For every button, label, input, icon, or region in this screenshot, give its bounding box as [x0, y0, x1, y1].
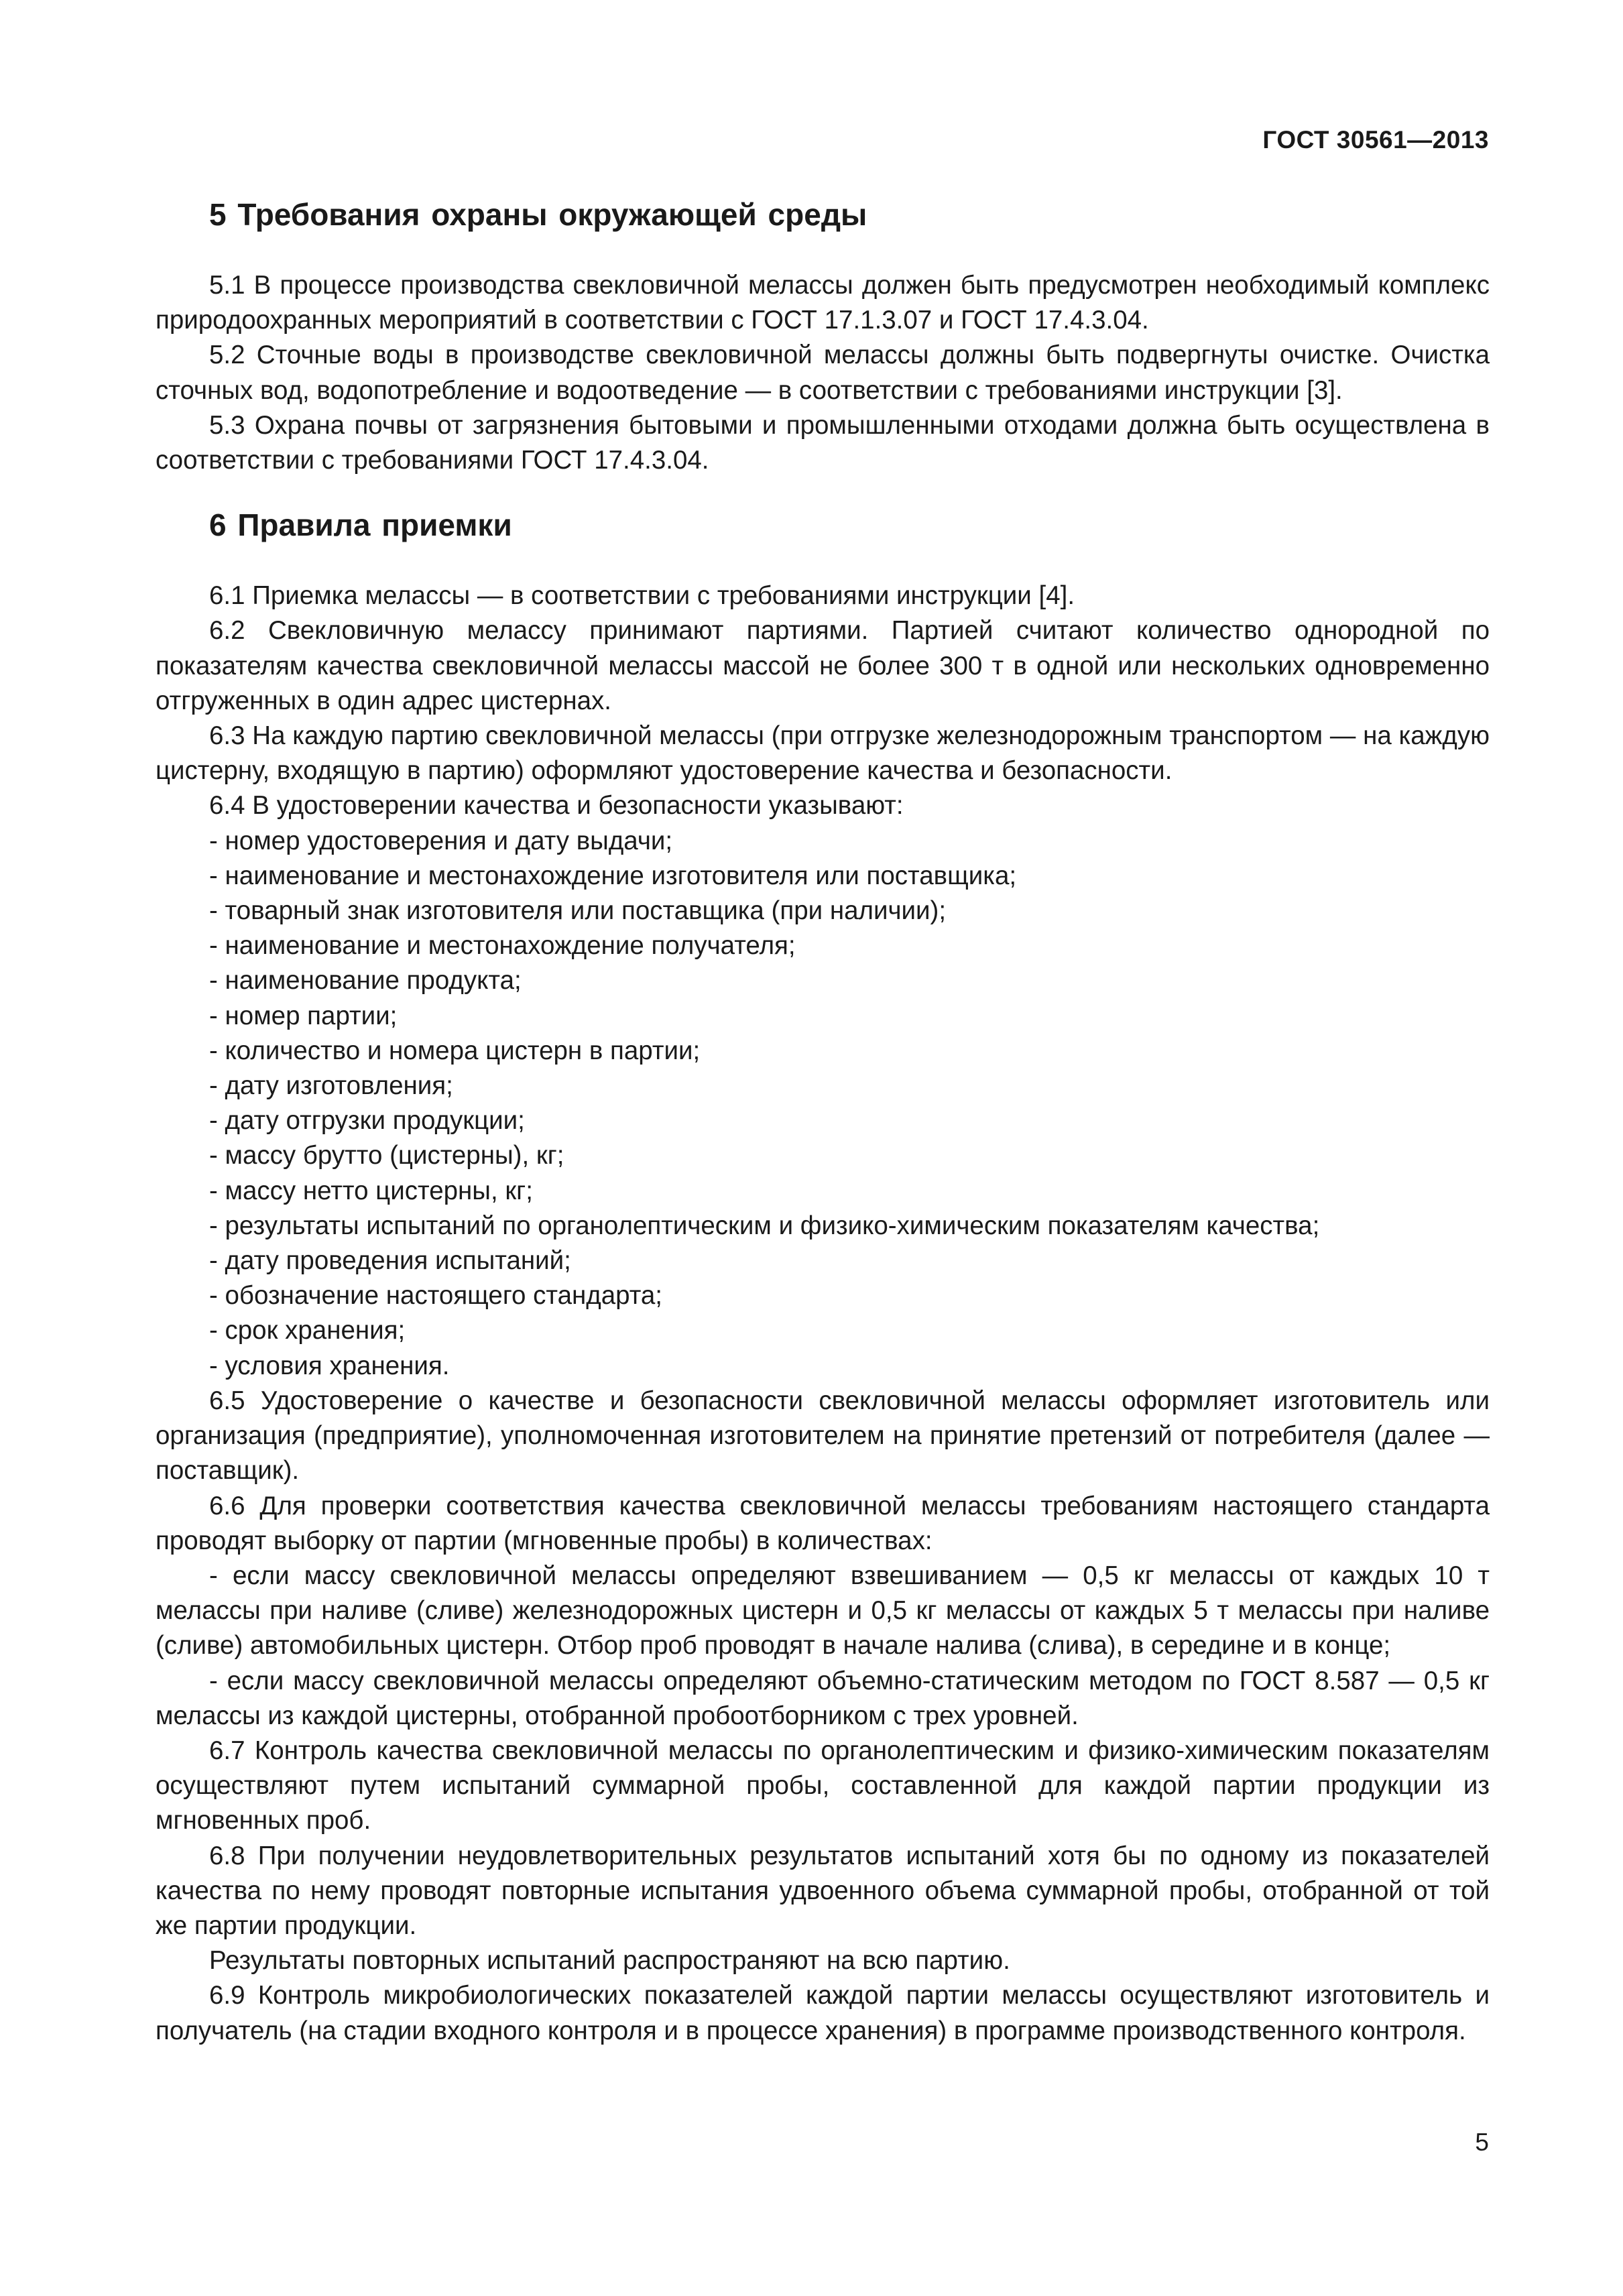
paragraph-6-3: 6.3 На каждую партию свекловичной мелассы (при отгрузке железнодорожным транспортом — на каждую цистерну, входящую в партию) оформляют удостоверение качества и безопасности. — [156, 721, 1490, 786]
sampling-items-list — [156, 1559, 1490, 1734]
list-item: - массу нетто цистерны, кг; — [209, 1176, 533, 1205]
section-5-title: 5 Требования охраны окружающей среды — [209, 197, 867, 232]
paragraph-5-3: 5.3 Охрана почвы от загрязнения бытовыми и промышленными отходами должна быть осуществлена в соответствии с требованиями ГОСТ 17.4.3.04. — [156, 410, 1490, 475]
certificate-items-list — [156, 824, 1490, 1384]
paragraph-6-8: 6.8 При получении неудовлетворительных результатов испытаний хотя бы по одному из показателей качества по нему проводят повторные испытания удвоенного объема суммарной пробы, отобранной от той же партии продукции. — [156, 1841, 1490, 1940]
list-item: - результаты испытаний по органолептическим и физико-химическим показателям качества; — [209, 1211, 1320, 1240]
paragraph-6-9: 6.9 Контроль микробиологических показателей каждой партии мелассы осуществляют изготовитель и получатель (на стадии входного контроля и в процессе хранения) в программе производственного контроля. — [156, 1981, 1490, 2045]
list-item: - наименование и местонахождение изготовителя или поставщика; — [209, 861, 1017, 890]
list-item: - наименование и местонахождение получателя; — [209, 931, 796, 961]
list-item: - количество и номера цистерн в партии; — [209, 1036, 701, 1065]
paragraph-6-4: 6.4 В удостоверении качества и безопасности указывают: — [209, 791, 904, 821]
list-item: - дату проведения испытаний; — [209, 1246, 571, 1276]
list-item: - если массу свекловичной мелассы определяют взвешиванием — 0,5 кг мелассы от каждых 10 т мелассы при наливе (сливе) железнодорожных цистерн и 0,5 кг мелассы от каждых 5 т мелассы при наливе (сливе) автомобильных цистерн. Отбор проб проводят в начале налива (слива), в середине и в конце; — [156, 1561, 1490, 1660]
list-item: - срок хранения; — [209, 1316, 406, 1345]
document-code: ГОСТ 30561—2013 — [1262, 126, 1489, 154]
list-item: - условия хранения. — [209, 1351, 450, 1380]
list-item: - если массу свекловичной мелассы определяют объемно-статическим методом по ГОСТ 8.587 — 0,5 кг мелассы из каждой цистерны, отобранной пробоотборником с трех уровней. — [156, 1666, 1490, 1730]
paragraph-6-2: 6.2 Свекловичную мелассу принимают партиями. Партией считают количество однородной по показателям качества свекловичной мелассы массой не более 300 т в одной или нескольких одновременно отгруженных в один адрес цистернах. — [156, 616, 1490, 715]
page-number: 5 — [1475, 2128, 1489, 2156]
paragraph-5-2: 5.2 Сточные воды в производстве свекловичной мелассы должны быть подвергнуты очистке. Очистка сточных вод, водопотребление и водоотведение — в соответствии с требованиями инструкции [3]. — [156, 341, 1490, 405]
paragraph-6-1: 6.1 Приемка мелассы — в соответствии с требованиями инструкции [4]. — [209, 581, 1075, 611]
list-item: - номер удостоверения и дату выдачи; — [209, 826, 673, 855]
paragraph-6-8-note: Результаты повторных испытаний распространяют на всю партию. — [209, 1946, 1010, 1976]
paragraph-6-6: 6.6 Для проверки соответствия качества свекловичной мелассы требованиям настоящего стандарта проводят выборку от партии (мгновенные пробы) в количествах: — [156, 1491, 1490, 1555]
paragraph-5-1: 5.1 В процессе производства свекловичной мелассы должен быть предусмотрен необходимый комплекс природоохранных мероприятий в соответствии с ГОСТ 17.1.3.07 и ГОСТ 17.4.3.04. — [156, 271, 1490, 335]
list-item: - товарный знак изготовителя или поставщика (при наличии); — [209, 896, 947, 926]
list-item: - обозначение настоящего стандарта; — [209, 1281, 663, 1311]
list-item: - дату изготовления; — [209, 1071, 453, 1101]
paragraph-6-7: 6.7 Контроль качества свекловичной мелассы по органолептическим и физико-химическим показателям осуществляют путем испытаний суммарной пробы, составленной для каждой партии продукции из мгновенных проб. — [156, 1736, 1490, 1835]
list-item: - массу брутто (цистерны), кг; — [209, 1141, 564, 1170]
list-item: - номер партии; — [209, 1001, 398, 1030]
section-6-title: 6 Правила приемки — [209, 507, 512, 543]
list-item: - наименование продукта; — [209, 966, 522, 995]
list-item: - дату отгрузки продукции; — [209, 1106, 525, 1136]
page-content — [156, 194, 1490, 2049]
paragraph-6-5: 6.5 Удостоверение о качестве и безопасности свекловичной мелассы оформляет изготовитель или организация (предприятие), уполномоченная изготовителем на принятие претензий от потребителя (далее — поставщик). — [156, 1386, 1490, 1486]
